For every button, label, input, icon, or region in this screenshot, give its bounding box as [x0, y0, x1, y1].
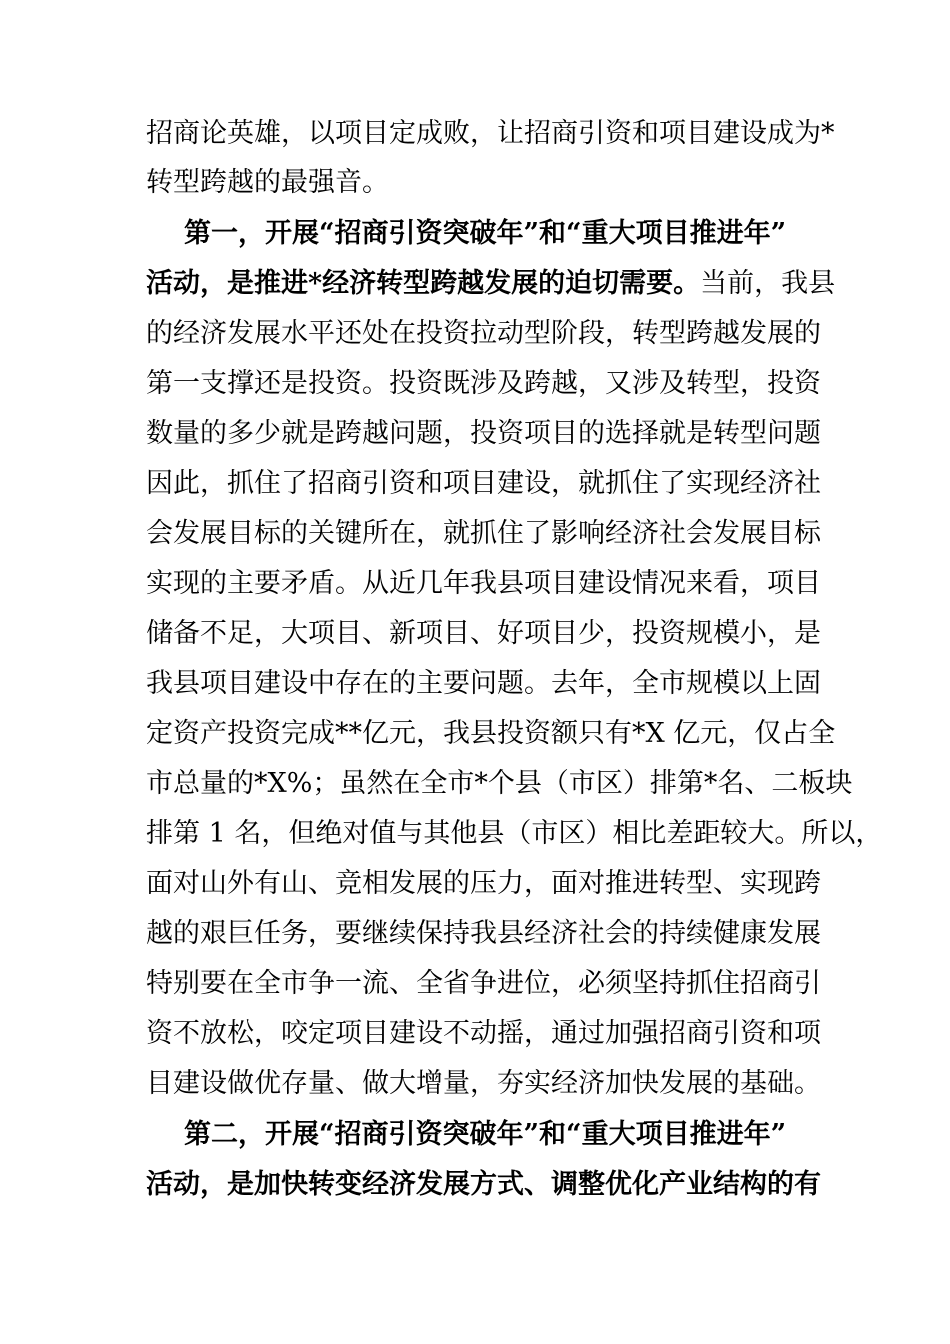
text-line: [146, 469, 950, 499]
text-line: [146, 669, 950, 699]
text-line: [146, 1019, 950, 1049]
text-line: [146, 319, 950, 349]
body-text-run: 招商论英雄，以项目定成败，让招商引资和项目建设成为*: [146, 118, 835, 149]
bold-heading-run: 第二，开展“招商引资突破年”和“重大项目推进年”: [184, 1119, 787, 1150]
text-line: [184, 1120, 950, 1150]
bold-heading-run: 活动，是推进*经济转型跨越发展的迫切需要。: [146, 268, 701, 299]
text-line: [146, 819, 950, 849]
bold-heading-run: 活动，是加快转变经济发展方式、调整优化产业结构的有: [146, 1169, 821, 1200]
body-text-run: 实现的主要矛盾。从近几年我县项目建设情况来看，项目: [146, 568, 821, 599]
text-line: [184, 219, 950, 249]
body-text-run: 因此，抓住了招商引资和项目建设，就抓住了实现经济社: [146, 468, 821, 499]
text-line: [146, 969, 950, 999]
text-line: [146, 419, 950, 449]
body-text-run: 会发展目标的关键所在，就抓住了影响经济社会发展目标: [146, 518, 821, 549]
text-line: [146, 269, 950, 299]
text-line: [146, 1069, 950, 1099]
bold-heading-run: 第一，开展“招商引资突破年”和“重大项目推进年”: [184, 218, 787, 249]
text-line: [146, 1170, 950, 1200]
body-text-run: 转型跨越的最强音。: [146, 167, 389, 198]
body-text-run: 当前，我县: [700, 268, 836, 299]
body-text-run: 越的艰巨任务，要继续保持我县经济社会的持续健康发展: [146, 918, 821, 949]
body-text-run: 市总量的*X%；虽然在全市*个县（市区）排第*名、二板块: [146, 768, 853, 799]
text-line: [146, 919, 950, 949]
body-text-run: 第一支撑还是投资。投资既涉及跨越，又涉及转型，投资: [146, 368, 821, 399]
body-text-run: 特别要在全市争一流、全省争进位，必须坚持抓住招商引: [146, 968, 821, 999]
body-text-run: 目建设做优存量、做大增量，夯实经济加快发展的基础。: [146, 1068, 821, 1099]
body-text-run: 定资产投资完成**亿元，我县投资额只有*X 亿元，仅占全: [146, 718, 836, 749]
text-line: [146, 569, 950, 599]
text-line: [146, 168, 950, 198]
text-line: [146, 369, 950, 399]
body-text-run: 我县项目建设中存在的主要问题。去年，全市规模以上固: [146, 668, 821, 699]
body-text-run: 面对山外有山、竞相发展的压力，面对推进转型、实现跨: [146, 868, 821, 899]
text-line: [146, 769, 950, 799]
body-text-run: 储备不足，大项目、新项目、好项目少，投资规模小，是: [146, 618, 821, 649]
body-text-run: 数量的多少就是跨越问题，投资项目的选择就是转型问题: [146, 418, 821, 449]
text-line: [146, 719, 950, 749]
body-text-run: 排第 1 名，但绝对值与其他县（市区）相比差距较大。所以，: [146, 818, 883, 849]
body-text-run: 的经济发展水平还处在投资拉动型阶段，转型跨越发展的: [146, 318, 821, 349]
text-line: [146, 119, 950, 149]
text-line: [146, 519, 950, 549]
text-line: [146, 619, 950, 649]
body-text-run: 资不放松，咬定项目建设不动摇，通过加强招商引资和项: [146, 1018, 821, 1049]
text-line: [146, 869, 950, 899]
